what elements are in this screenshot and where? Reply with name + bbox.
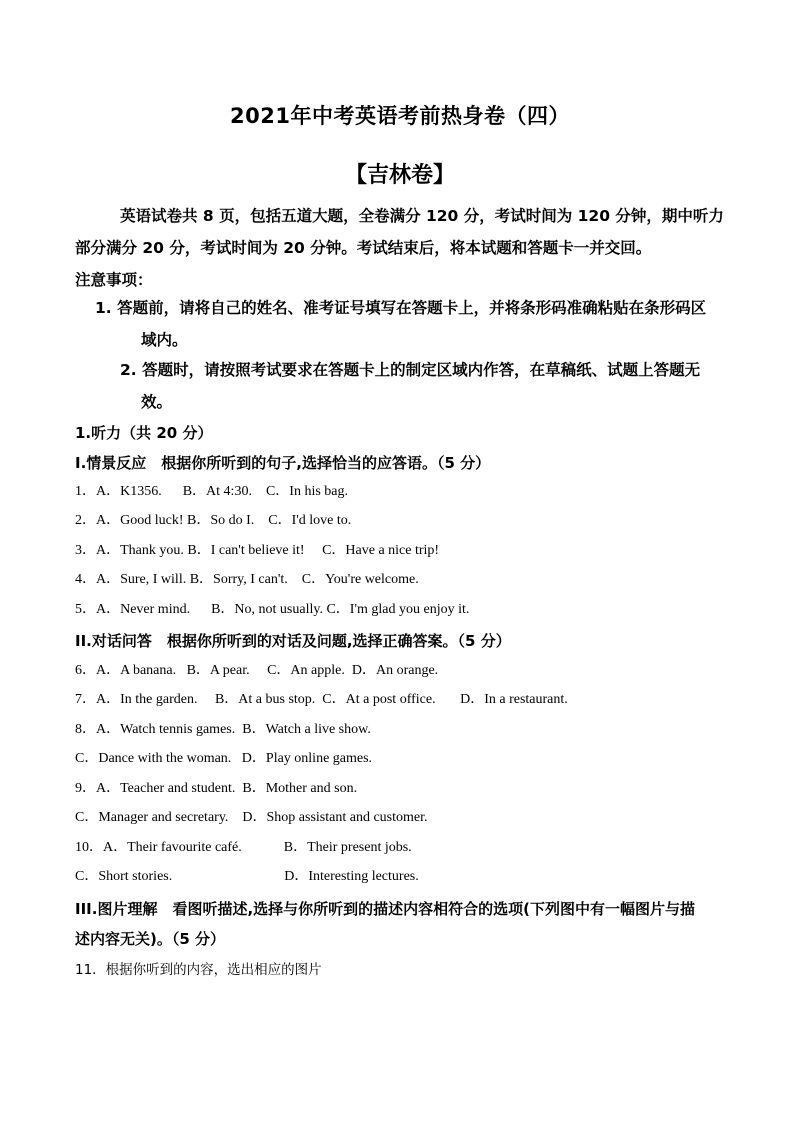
notice-line: 效。 <box>141 393 173 411</box>
section-part-2: II.对话问答 根据你所听到的对话及问题,选择正确答案。（5 分） <box>75 632 511 650</box>
section-part-3: III.图片理解 看图听描述,选择与你所听到的描述内容相符合的选项(下列图中有一幅图片与描 <box>75 900 695 918</box>
question-3: 3．A．Thank you. B．I can't believe it! C．Have a nice trip! <box>75 543 440 558</box>
notice-line: 1. 答题前，请将自己的姓名、准考证号填写在答题卡上，并将条形码准确粘贴在条形码区 <box>95 299 707 317</box>
question-9: 9．A．Teacher and student. B．Mother and son. <box>75 781 358 796</box>
question-2: 2．A．Good luck! B．So do I. C．I'd love to. <box>75 513 352 528</box>
question-9-options: C．Manager and secretary. D．Shop assistant and customer. <box>75 810 428 825</box>
intro-line: 部分满分 20 分，考试时间为 20 分钟。考试结束后，将本试题和答题卡一并交回。 <box>75 239 652 257</box>
section-part-1: I.情景反应 根据你所听到的句子,选择恰当的应答语。（5 分） <box>75 454 491 472</box>
page-subtitle: 【吉林卷】 <box>344 163 455 188</box>
notice-title: 注意事项： <box>75 271 153 289</box>
section-part-3-cont: 述内容无关)。（5 分） <box>75 930 226 948</box>
question-11: 11．根据你听到的内容，选出相应的图片 <box>75 962 322 978</box>
question-7: 7．A．In the garden. B．At a bus stop. C．At a post office. D．In a restaurant. <box>75 692 568 707</box>
question-1: 1．A．K1356. B．At 4:30. C．In his bag. <box>75 484 348 499</box>
notice-line: 2. 答题时，请按照考试要求在答题卡上的制定区域内作答，在草稿纸、试题上答题无 <box>120 361 701 379</box>
question-10-options: C．Short stories. D．Interesting lectures. <box>75 869 419 884</box>
question-8-options: C．Dance with the woman. D．Play online games. <box>75 751 373 766</box>
question-8: 8．A．Watch tennis games. B．Watch a live show. <box>75 722 371 737</box>
question-10: 10．A．Their favourite café. B．Their present jobs. <box>75 840 412 855</box>
question-5: 5．A．Never mind. B．No, not usually. C．I'm glad you enjoy it. <box>75 602 470 617</box>
notice-line: 域内。 <box>141 331 188 349</box>
notice-item-1 <box>95 292 725 356</box>
notice-item-2 <box>120 354 725 418</box>
question-4: 4．A．Sure, I will. B．Sorry, I can't. C．You're welcome. <box>75 572 419 587</box>
page-title: 2021年中考英语考前热身卷（四） <box>230 104 570 128</box>
intro-line: 英语试卷共 8 页，包括五道大题，全卷满分 120 分，考试时间为 120 分钟，期中听力 <box>120 207 724 225</box>
question-6: 6．A．A banana. B．A pear. C．An apple. D．An orange. <box>75 663 439 678</box>
intro-paragraph <box>75 200 725 264</box>
section-listening: 1.听力（共 20 分） <box>75 424 213 442</box>
